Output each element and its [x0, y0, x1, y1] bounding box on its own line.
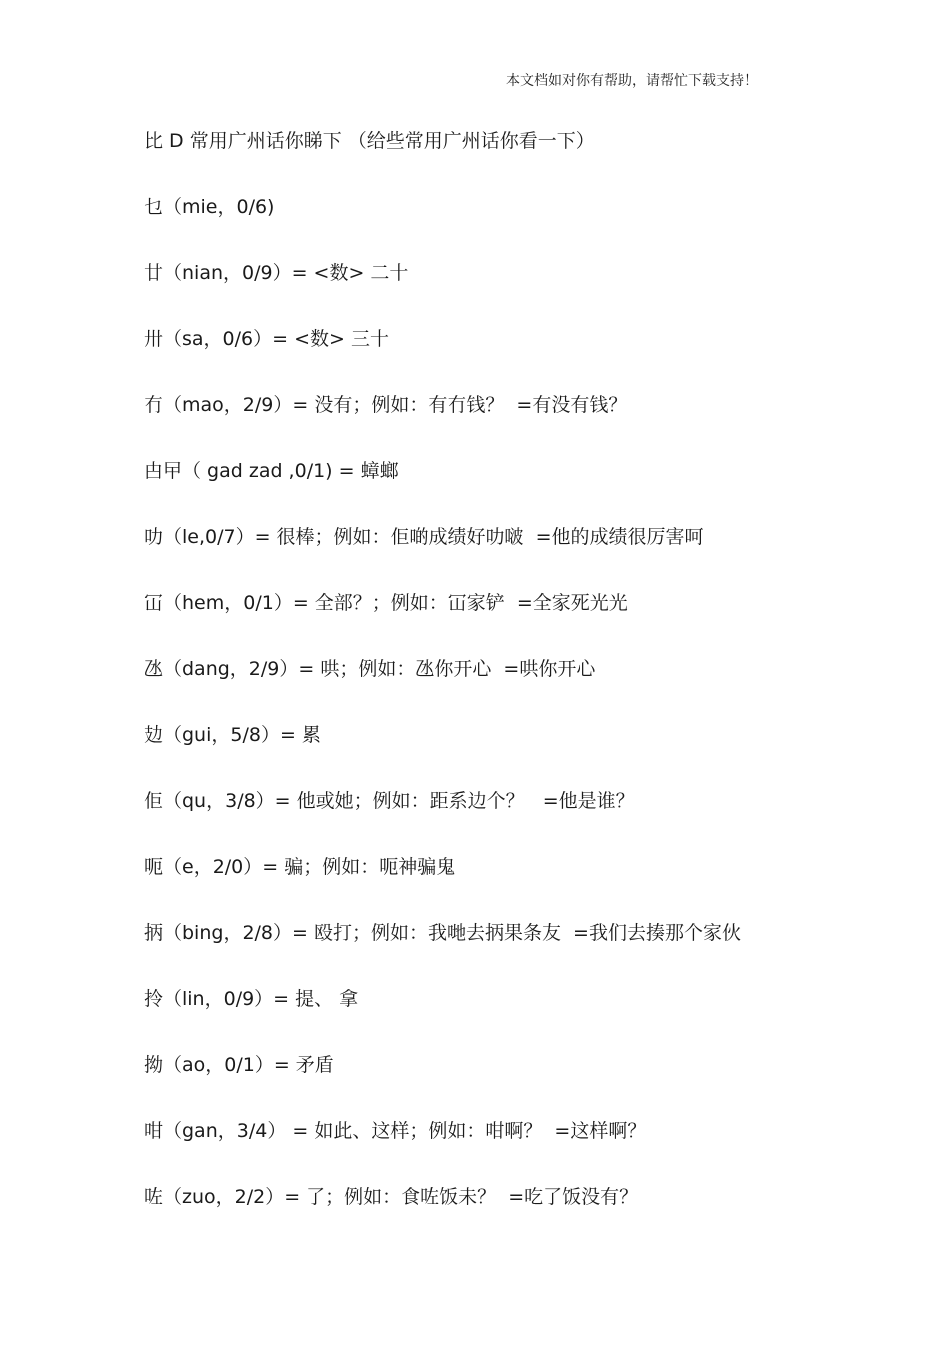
document-title: 比 D 常用广州话你睇下 （给些常用广州话你看一下）	[144, 130, 595, 152]
dictionary-entry: 拎（lin，0/9）= 提、 拿	[144, 988, 359, 1010]
dictionary-entry: 抦（bing，2/8）= 殴打；例如：我哋去抦果条友 =我们去揍那个家伙	[144, 922, 741, 944]
dictionary-entry: 冇（mao，2/9）= 没有；例如：有冇钱？ =有没有钱？	[144, 394, 628, 416]
dictionary-entry: 氹（dang，2/9）= 哄；例如：氹你开心 =哄你开心	[144, 658, 596, 680]
dictionary-entry: 呃（e，2/0）= 骗；例如：呃神骗鬼	[144, 856, 456, 878]
dictionary-entry: 冚（hem，0/1）= 全部？；例如：冚家铲 =全家死光光	[144, 592, 628, 614]
dictionary-entry: 廿（nian，0/9）= <数> 二十	[144, 262, 409, 284]
document-body	[144, 124, 924, 1246]
dictionary-entry: 乜（mie，0/6)	[144, 196, 275, 218]
dictionary-entry: 卅（sa，0/6）= <数> 三十	[144, 328, 389, 350]
dictionary-entry: 甴曱（ gad zad ,0/1) = 蟑螂	[144, 460, 399, 482]
dictionary-entry: 咁（gan，3/4） = 如此、这样；例如：咁啊？ =这样啊？	[144, 1120, 647, 1142]
dictionary-entry: 攰（gui，5/8）= 累	[144, 724, 321, 746]
dictionary-entry: 叻（le,0/7）= 很棒；例如：佢啲成绩好叻啵 =他的成绩很厉害呵	[144, 526, 704, 548]
dictionary-entry: 佢（qu，3/8）= 他或她；例如：距系边个？ =他是谁？	[144, 790, 635, 812]
dictionary-entry: 拗（ao，0/1）= 矛盾	[144, 1054, 334, 1076]
header-note: 本文档如对你有帮助，请帮忙下载支持！	[506, 73, 758, 89]
dictionary-entry: 咗（zuo，2/2）= 了；例如：食咗饭未？ =吃了饭没有？	[144, 1186, 639, 1208]
